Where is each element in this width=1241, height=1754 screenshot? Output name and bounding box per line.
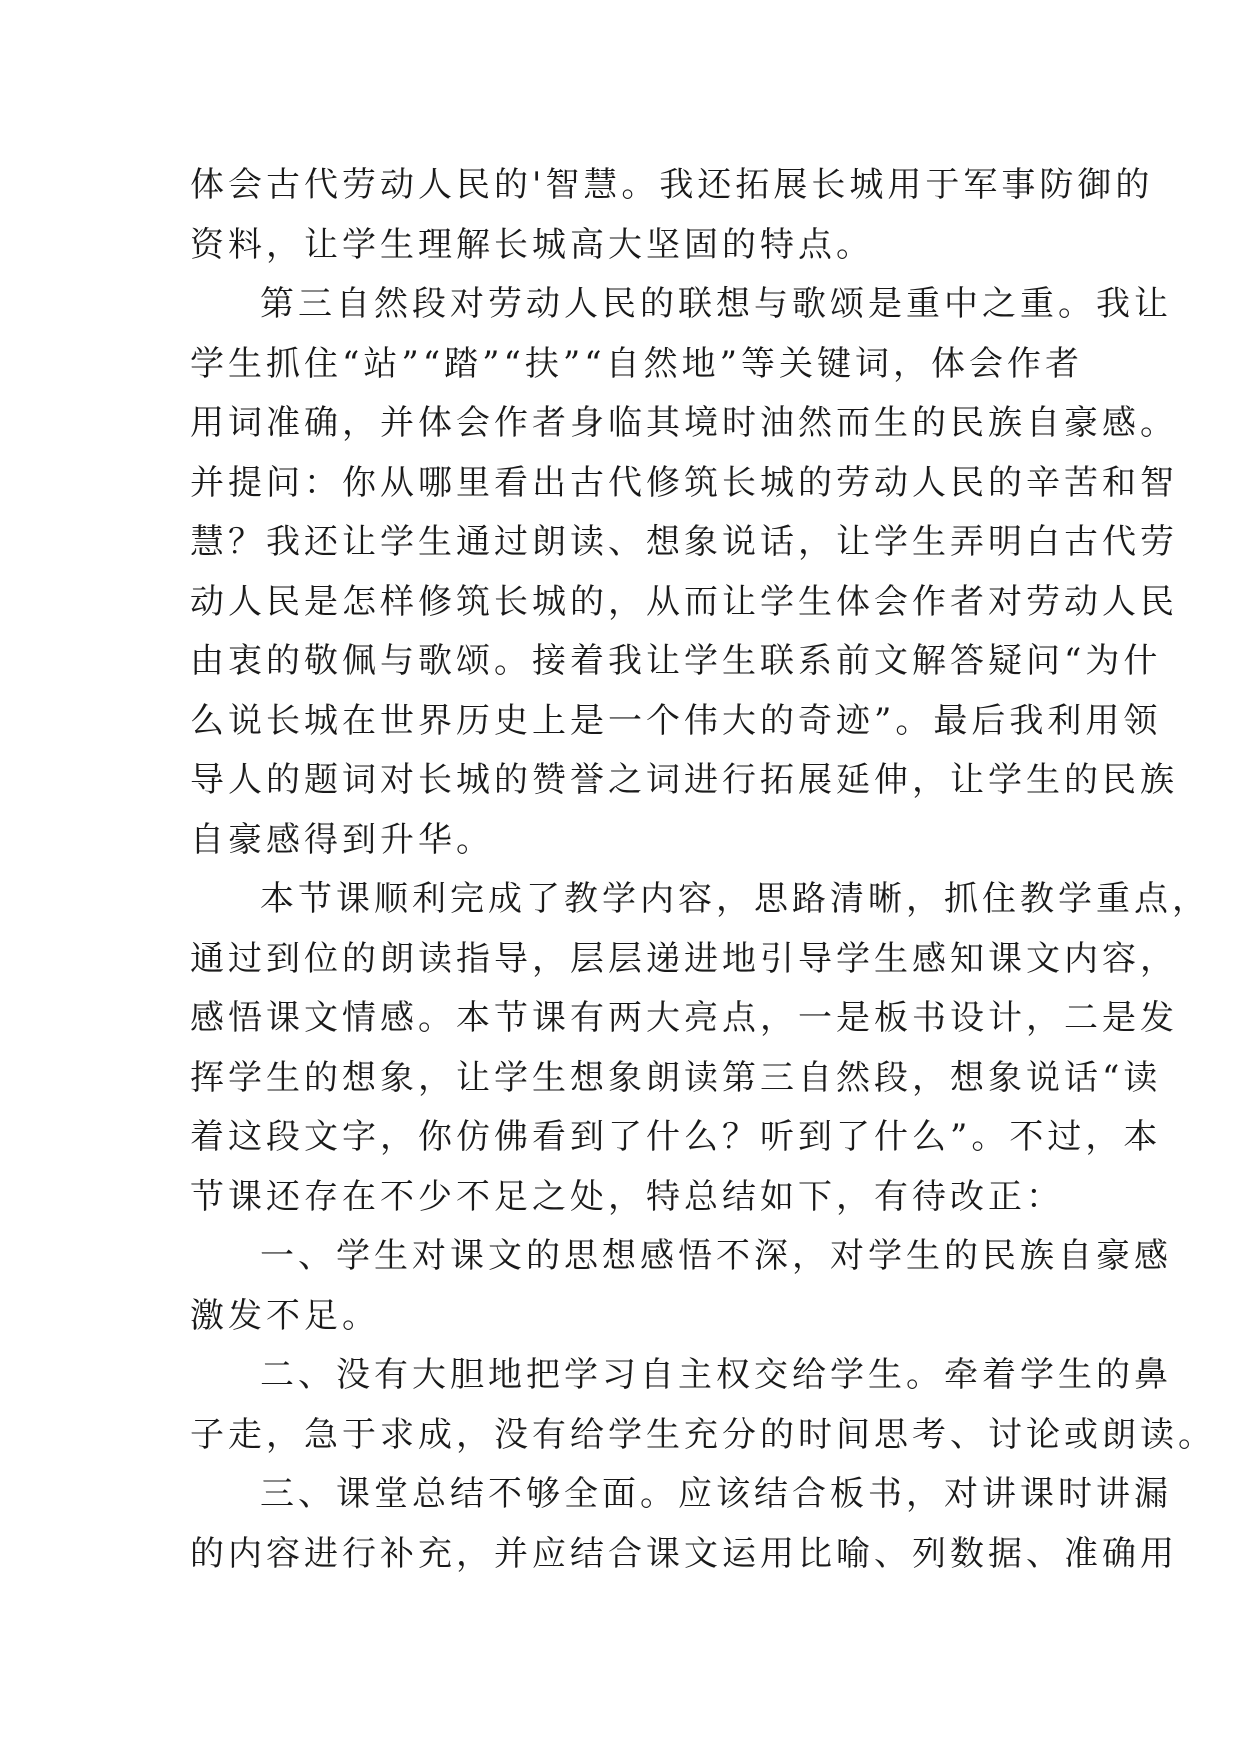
- text-line: 由衷的敬佩与歌颂。接着我让学生联系前文解答疑问“为什: [190, 641, 1162, 681]
- text-line: 并提问：你从哪里看出古代修筑长城的劳动人民的辛苦和智: [190, 462, 1178, 503]
- text-line: 子走，急于求成，没有给学生充分的时间思考、讨论或朗读。: [190, 1414, 1216, 1455]
- text-line: 体会古代劳动人民的'智慧。我还拓展长城用于军事防御的: [190, 165, 1154, 205]
- paragraph-first-line: 一、学生对课文的思想感悟不深，对学生的民族自豪感: [260, 1236, 1172, 1276]
- text-line: 导人的题词对长城的赞誉之词进行拓展延伸，让学生的民族: [190, 760, 1178, 800]
- text-line: 资料，让学生理解长城高大坚固的特点。: [190, 224, 874, 265]
- text-line: 激发不足。: [190, 1295, 380, 1336]
- text-line: 用词准确，并体会作者身临其境时油然而生的民族自豪感。: [190, 403, 1178, 443]
- text-line: 挥学生的想象，让学生想象朗读第三自然段，想象说话“读: [190, 1057, 1162, 1098]
- text-line: 的内容进行补充，并应结合课文运用比喻、列数据、准确用: [190, 1533, 1178, 1574]
- paragraph-first-line: 第三自然段对劳动人民的联想与歌颂是重中之重。我让: [260, 284, 1172, 324]
- text-line: 动人民是怎样修筑长城的，从而让学生体会作者对劳动人民: [190, 581, 1178, 622]
- paragraph-first-line: 二、没有大胆地把学习自主权交给学生。牵着学生的鼻: [260, 1355, 1172, 1395]
- text-line: 么说长城在世界历史上是一个伟大的奇迹”。最后我利用领: [190, 700, 1162, 741]
- paragraph-first-line: 三、课堂总结不够全面。应该结合板书，对讲课时讲漏: [260, 1474, 1172, 1514]
- text-line: 自豪感得到升华。: [190, 819, 494, 860]
- text-line: 慧？我还让学生通过朗读、想象说话，让学生弄明白古代劳: [190, 522, 1178, 562]
- text-line: 着这段文字，你仿佛看到了什么？听到了什么”。不过，本: [190, 1117, 1162, 1157]
- text-line: 通过到位的朗读指导，层层递进地引导学生感知课文内容，: [190, 938, 1178, 979]
- document-body: [190, 156, 1216, 1584]
- paragraph-first-line: 本节课顺利完成了教学内容，思路清晰，抓住教学重点，: [260, 879, 1210, 919]
- text-line: 感悟课文情感。本节课有两大亮点，一是板书设计，二是发: [190, 998, 1178, 1038]
- text-line: 学生抓住“站”“踏”“扶”“自然地”等关键词，体会作者: [190, 343, 1084, 384]
- text-line: 节课还存在不少不足之处，特总结如下，有待改正：: [190, 1176, 1064, 1217]
